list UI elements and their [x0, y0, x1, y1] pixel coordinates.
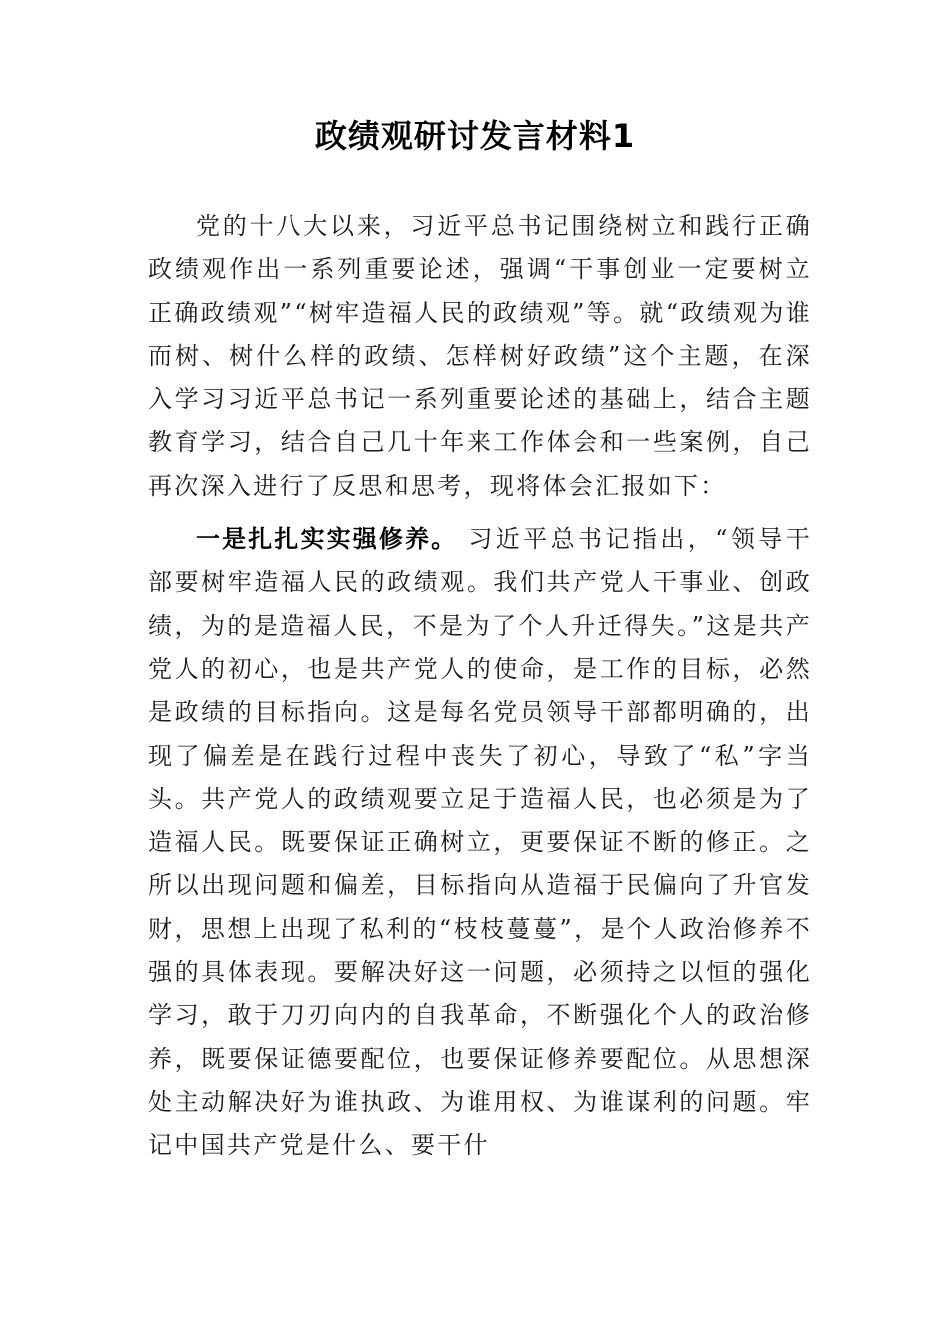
paragraph-intro-text: 党的十八大以来，习近平总书记围绕树立和践行正确政绩观作出一系列重要论述，强调“干事创业一定要树立正确政绩观”“树牢造福人民的政绩观”等。就“政绩观为谁而树、树什么样的政绩、怎样树好政绩”这个主题，在深入学习习近平总书记一系列重要论述的基础上，结合主题教育学习，结合自己几十年来工作体会和一些案例，自己再次深入进行了反思和思考，现将体会汇报如下： [148, 212, 812, 500]
document-title: 政绩观研讨发言材料1 [314, 117, 636, 155]
document-body [148, 205, 812, 1168]
paragraph-point-one-text: 习近平总书记指出，“领导干部要树牢造福人民的政绩观。我们共产党人干事业、创政绩，为的是造福人民，不是为了个人升迁得失。”这是共产党人的初心，也是共产党人的使命，是工作的目标，必然是政绩的目标指向。这是每名党员领导干部都明确的，出现了偏差是在践行过程中丧失了初心，导致了“私”字当头。共产党人的政绩观要立足于造福人民，也必须是为了造福人民。既要保证正确树立，更要保证不断的修正。之所以出现问题和偏差，目标指向从造福于民偏向了升官发财，思想上出现了私利的“枝枝蔓蔓”，是个人政治修养不强的具体表现。要解决好这一问题，必须持之以恒的强化学习，敢于刀刃向内的自我革命，不断强化个人的政治修养，既要保证德要配位，也要保证修养要配位。从思想深处主动解决好为谁执政、为谁用权、为谁谋利的问题。牢记中国共产党是什么、要干什 [148, 525, 812, 1160]
paragraph-point-one [148, 518, 812, 1167]
paragraph-lead-heading: 一是扎扎实实强修养。 [196, 525, 458, 554]
paragraph-intro [148, 205, 812, 508]
